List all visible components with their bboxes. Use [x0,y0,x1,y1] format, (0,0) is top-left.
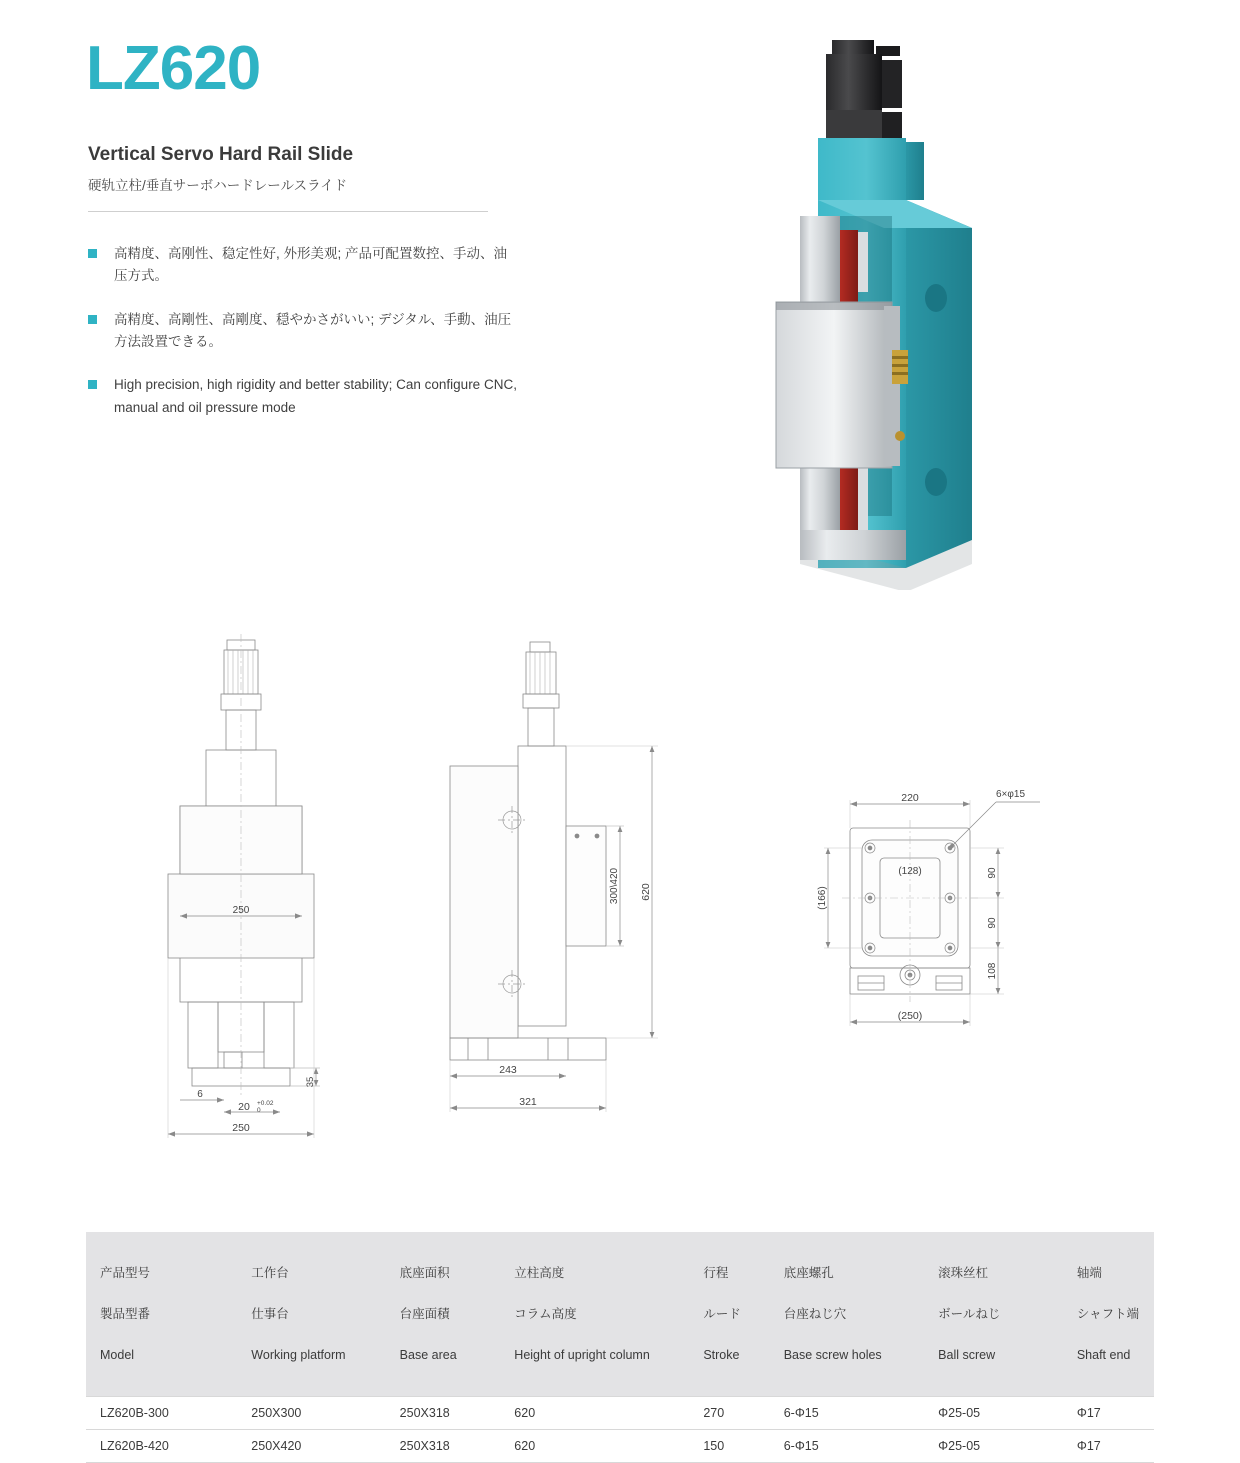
feature-item [88,243,518,287]
column-header-cjk1: 滚珠丝杠 [938,1265,989,1280]
column-header-ball-screw [924,1232,1063,1397]
front-view-svg [120,620,410,1150]
cell-base-screw-holes: 6-Φ15 [770,1397,924,1430]
column-header-en: Shaft end [1076,1348,1131,1363]
feature-item [88,374,518,420]
dim-90-lower: 90 [987,917,998,929]
header-divider [88,211,488,212]
column-header-en: Stroke [703,1348,740,1363]
column-header-stroke [689,1232,769,1397]
dim-166: (166) [817,886,828,910]
feature-text: 高精度、高刚性、稳定性好, 外形美观; 产品可配置数控、手动、油压方式。 [114,246,508,283]
dim-90-upper: 90 [987,867,998,879]
feature-list [88,243,518,442]
page-title: LZ620 [86,34,261,103]
cell-column-height: 620 [500,1430,689,1463]
dim-20: 20 [238,1101,250,1113]
cell-model: LZ620B-420 [86,1430,237,1463]
drawing-front-view [120,620,410,1150]
cell-base-screw-holes: 6-Φ15 [770,1430,924,1463]
cell-ball-screw: Φ25-05 [924,1430,1063,1463]
dim-108: 108 [987,962,998,980]
specification-table [86,1232,1154,1463]
column-header-en: Ball screw [938,1348,996,1363]
column-header-cjk2: 台座面積 [399,1306,450,1321]
cell-shaft-end: Φ17 [1063,1430,1154,1463]
column-header-cjk2: コラム高度 [514,1306,577,1321]
dim-620: 620 [640,883,652,901]
bullet-square-icon [88,380,97,389]
column-header-working-platform [237,1232,385,1397]
feature-text: 高精度、高剛性、高剛度、穏やかさがいい; デジタル、手動、油圧方法設置できる。 [114,311,512,349]
table-row [86,1430,1154,1463]
table-header-row [86,1232,1154,1397]
dim-6x-phi15: 6×φ15 [996,789,1026,800]
dim-tol-upper: +0.02 [257,1100,274,1107]
cell-ball-screw: Φ25-05 [924,1397,1063,1430]
column-header-cjk2: シャフト端 [1076,1306,1140,1321]
product-subtitle-cjk: 硬轨立柱/垂直サーボハードレールスライド [88,178,348,193]
column-header-en: Model [100,1348,135,1363]
column-header-cjk1: 立柱高度 [514,1265,565,1280]
column-header-base-area [386,1232,501,1397]
dim-321: 321 [519,1096,537,1108]
product-photo [740,20,1070,590]
side-view-svg [430,620,720,1150]
dim-300-420: 300\420 [609,867,620,905]
cell-shaft-end: Φ17 [1063,1397,1154,1430]
column-header-en: Base screw holes [783,1348,882,1363]
top-view-svg [800,770,1070,1070]
dim-220: 220 [901,792,919,804]
dim-35: 35 [305,1076,316,1088]
feature-item [88,309,518,353]
column-header-en: Base area [399,1348,457,1363]
product-subtitle-en: Vertical Servo Hard Rail Slide [88,144,354,165]
feature-text: High precision, high rigidity and better stability; Can configure CNC, manual and oil pressure mode [114,377,517,416]
dim-6: 6 [197,1089,203,1100]
bullet-square-icon [88,249,97,258]
cell-column-height: 620 [500,1397,689,1430]
column-header-shaft-end [1063,1232,1154,1397]
column-header-cjk1: 底座螺孔 [783,1265,834,1280]
table-row [86,1397,1154,1430]
column-header-base-screw-holes [770,1232,924,1397]
column-header-model [86,1232,237,1397]
bullet-square-icon [88,315,97,324]
cell-model: LZ620B-300 [86,1397,237,1430]
dim-128: (128) [898,866,922,877]
cell-stroke: 270 [689,1397,769,1430]
cell-base-area: 250X318 [386,1430,501,1463]
dim-250-overall: 250 [232,1122,250,1134]
column-header-cjk1: 底座面积 [399,1265,450,1280]
cell-working-platform: 250X420 [237,1430,385,1463]
column-header-cjk2: 台座ねじ穴 [783,1306,847,1321]
dim-250-inner: 250 [232,905,250,916]
column-header-en: Height of upright column [514,1348,650,1363]
column-header-cjk2: 仕事台 [251,1306,289,1321]
column-header-cjk1: 工作台 [251,1265,289,1280]
column-header-cjk1: 行程 [703,1265,729,1280]
drawing-side-view [430,620,720,1150]
column-header-en: Working platform [251,1348,346,1363]
dim-250-top-view: (250) [897,1010,923,1022]
technical-drawings [0,600,1240,1160]
drawing-top-view [800,770,1070,1070]
dim-243: 243 [499,1064,517,1076]
column-header-cjk2: 製品型番 [100,1306,151,1321]
cell-working-platform: 250X300 [237,1397,385,1430]
column-header-cjk1: 产品型号 [100,1265,151,1280]
dim-tol-lower: 0 [257,1107,261,1114]
column-header-cjk2: ルード [703,1306,741,1321]
column-header-cjk2: ボールねじ [938,1306,1001,1321]
cell-stroke: 150 [689,1430,769,1463]
column-header-cjk1: 轴端 [1076,1265,1102,1280]
product-photo-illustration [740,20,1070,590]
column-header-column-height [500,1232,689,1397]
cell-base-area: 250X318 [386,1397,501,1430]
